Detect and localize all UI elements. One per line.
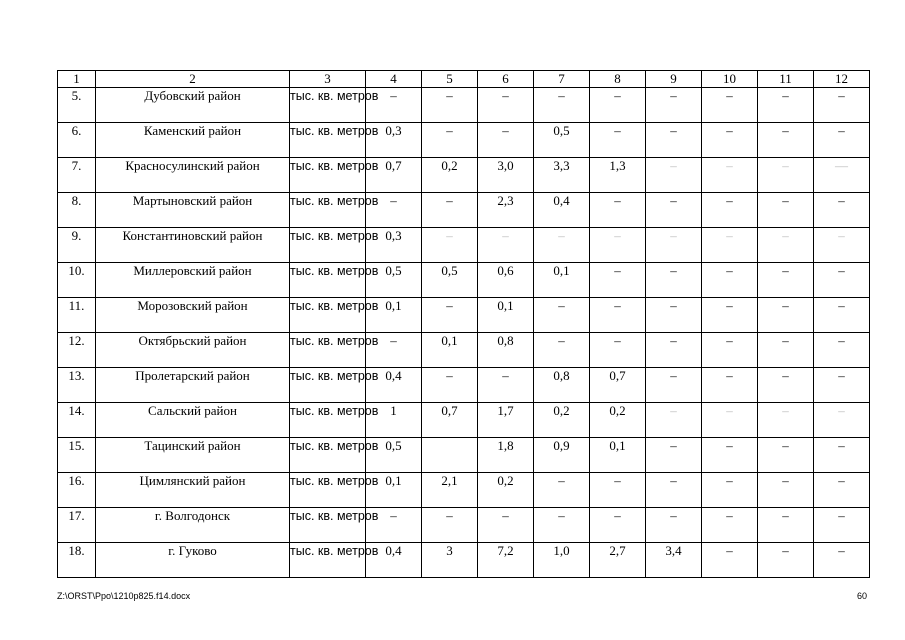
value-cell: –	[366, 193, 422, 228]
value-cell: –	[702, 473, 758, 508]
value-cell: –	[814, 193, 870, 228]
value-cell: 0,1	[478, 298, 534, 333]
column-header: 12	[814, 71, 870, 88]
value-cell: –	[702, 543, 758, 578]
value-cell: –	[702, 88, 758, 123]
value-cell: –	[478, 88, 534, 123]
value-cell: 0,1	[422, 333, 478, 368]
value-cell: 0,1	[534, 263, 590, 298]
value-cell: 0,1	[366, 473, 422, 508]
value-cell: –	[814, 228, 870, 263]
value-cell: –	[534, 473, 590, 508]
district-name: Морозовский район	[96, 298, 290, 333]
table-row	[58, 508, 870, 543]
value-cell: –	[758, 543, 814, 578]
value-cell: –	[534, 88, 590, 123]
row-number: 18.	[58, 543, 96, 578]
column-header: 9	[646, 71, 702, 88]
column-header: 7	[534, 71, 590, 88]
column-header: 8	[590, 71, 646, 88]
value-cell: 0,7	[422, 403, 478, 438]
page-number: 60	[856, 591, 867, 601]
value-cell: –	[814, 403, 870, 438]
value-cell: –	[758, 123, 814, 158]
district-name: Мартыновский район	[96, 193, 290, 228]
value-cell: –	[702, 298, 758, 333]
row-number: 14.	[58, 403, 96, 438]
value-cell: 0,4	[534, 193, 590, 228]
value-cell: –	[758, 508, 814, 543]
row-number: 17.	[58, 508, 96, 543]
value-cell: –	[422, 298, 478, 333]
value-cell: 0,3	[366, 228, 422, 263]
unit-cell: тыс. кв. метров	[290, 298, 366, 333]
value-cell: –	[646, 193, 702, 228]
value-cell: –	[646, 88, 702, 123]
value-cell: –	[814, 263, 870, 298]
district-name: Октябрьский район	[96, 333, 290, 368]
value-cell: –	[422, 368, 478, 403]
row-number: 11.	[58, 298, 96, 333]
value-cell: –	[702, 403, 758, 438]
data-table	[57, 70, 870, 578]
column-header: 1	[58, 71, 96, 88]
unit-cell: тыс. кв. метров	[290, 88, 366, 123]
value-cell: –	[702, 158, 758, 193]
value-cell: –	[758, 263, 814, 298]
district-name: Дубовский район	[96, 88, 290, 123]
value-cell: –	[814, 368, 870, 403]
file-path: Z:\ORST\Ppo\1210p825.f14.docx	[57, 591, 191, 601]
value-cell: 0,9	[534, 438, 590, 473]
table-row	[58, 158, 870, 193]
value-cell: –	[422, 508, 478, 543]
column-header: 10	[702, 71, 758, 88]
table-row	[58, 403, 870, 438]
value-cell: –	[590, 473, 646, 508]
value-cell: 0,1	[590, 438, 646, 473]
district-name: Тацинский район	[96, 438, 290, 473]
value-cell: 0,8	[534, 368, 590, 403]
value-cell: –	[702, 193, 758, 228]
unit-cell: тыс. кв. метров	[290, 228, 366, 263]
value-cell: –	[422, 88, 478, 123]
value-cell: –	[702, 508, 758, 543]
value-cell: 3,4	[646, 543, 702, 578]
value-cell: –	[646, 438, 702, 473]
value-cell: –	[702, 438, 758, 473]
value-cell: –	[422, 123, 478, 158]
value-cell: –	[758, 193, 814, 228]
value-cell: 3,3	[534, 158, 590, 193]
value-cell: –	[814, 298, 870, 333]
value-cell: –	[534, 508, 590, 543]
district-name: г. Гуково	[96, 543, 290, 578]
value-cell: 0,2	[478, 473, 534, 508]
row-number: 7.	[58, 158, 96, 193]
value-cell: –	[366, 88, 422, 123]
value-cell: –	[814, 508, 870, 543]
value-cell: –	[590, 298, 646, 333]
value-cell: –	[702, 368, 758, 403]
value-cell: 2,1	[422, 473, 478, 508]
value-cell: –	[422, 228, 478, 263]
row-number: 8.	[58, 193, 96, 228]
value-cell: 0,8	[478, 333, 534, 368]
value-cell: 1	[366, 403, 422, 438]
value-cell: –	[814, 123, 870, 158]
table-row	[58, 543, 870, 578]
district-name: Миллеровский район	[96, 263, 290, 298]
value-cell: –	[422, 193, 478, 228]
row-number: 15.	[58, 438, 96, 473]
value-cell: –	[702, 263, 758, 298]
value-cell: –	[758, 438, 814, 473]
value-cell: –	[814, 438, 870, 473]
value-cell: –	[702, 333, 758, 368]
district-name: г. Волгодонск	[96, 508, 290, 543]
value-cell: –	[758, 333, 814, 368]
row-number: 10.	[58, 263, 96, 298]
value-cell: –	[814, 88, 870, 123]
value-cell: –	[478, 123, 534, 158]
value-cell: 0,1	[366, 298, 422, 333]
value-cell: –	[814, 543, 870, 578]
value-cell: 0,4	[366, 543, 422, 578]
value-cell: —	[814, 158, 870, 193]
value-cell: –	[366, 508, 422, 543]
unit-cell: тыс. кв. метров	[290, 123, 366, 158]
value-cell: 0,3	[366, 123, 422, 158]
value-cell: 0,6	[478, 263, 534, 298]
value-cell: 7,2	[478, 543, 534, 578]
value-cell: –	[758, 473, 814, 508]
value-cell: –	[646, 228, 702, 263]
value-cell: 0,2	[422, 158, 478, 193]
column-header: 2	[96, 71, 290, 88]
value-cell: 0,7	[366, 158, 422, 193]
column-header: 11	[758, 71, 814, 88]
value-cell: –	[646, 368, 702, 403]
value-cell: 3	[422, 543, 478, 578]
value-cell: 0,2	[534, 403, 590, 438]
table-row	[58, 88, 870, 123]
table-row	[58, 333, 870, 368]
header-row	[58, 71, 870, 88]
column-header: 6	[478, 71, 534, 88]
value-cell: 0,5	[422, 263, 478, 298]
value-cell: –	[646, 508, 702, 543]
value-cell: –	[590, 228, 646, 263]
value-cell: –	[590, 88, 646, 123]
table-row	[58, 298, 870, 333]
value-cell: –	[590, 333, 646, 368]
value-cell: 0,2	[590, 403, 646, 438]
row-number: 5.	[58, 88, 96, 123]
table-row	[58, 193, 870, 228]
value-cell: –	[646, 473, 702, 508]
value-cell: –	[646, 403, 702, 438]
unit-cell: тыс. кв. метров	[290, 263, 366, 298]
value-cell	[422, 438, 478, 473]
value-cell: –	[478, 508, 534, 543]
unit-cell: тыс. кв. метров	[290, 333, 366, 368]
value-cell: 2,3	[478, 193, 534, 228]
unit-cell: тыс. кв. метров	[290, 543, 366, 578]
row-number: 9.	[58, 228, 96, 263]
district-name: Константиновский район	[96, 228, 290, 263]
value-cell: 0,5	[366, 263, 422, 298]
value-cell: –	[478, 228, 534, 263]
row-number: 12.	[58, 333, 96, 368]
row-number: 16.	[58, 473, 96, 508]
district-name: Красносулинский район	[96, 158, 290, 193]
row-number: 6.	[58, 123, 96, 158]
value-cell: –	[590, 508, 646, 543]
value-cell: 0,5	[534, 123, 590, 158]
table-row	[58, 263, 870, 298]
value-cell: –	[590, 263, 646, 298]
value-cell: 1,0	[534, 543, 590, 578]
value-cell: –	[646, 263, 702, 298]
value-cell: –	[534, 228, 590, 263]
value-cell: –	[758, 298, 814, 333]
value-cell: –	[534, 333, 590, 368]
table-row	[58, 228, 870, 263]
value-cell: –	[646, 333, 702, 368]
value-cell: –	[478, 368, 534, 403]
unit-cell: тыс. кв. метров	[290, 508, 366, 543]
table-row	[58, 438, 870, 473]
value-cell: 0,7	[590, 368, 646, 403]
column-header: 5	[422, 71, 478, 88]
value-cell: 1,8	[478, 438, 534, 473]
value-cell: –	[590, 193, 646, 228]
table-row	[58, 123, 870, 158]
value-cell: 1,7	[478, 403, 534, 438]
table-row	[58, 473, 870, 508]
value-cell: 1,3	[590, 158, 646, 193]
value-cell: 0,4	[366, 368, 422, 403]
row-number: 13.	[58, 368, 96, 403]
column-header: 3	[290, 71, 366, 88]
district-name: Сальский район	[96, 403, 290, 438]
unit-cell: тыс. кв. метров	[290, 193, 366, 228]
value-cell: –	[366, 333, 422, 368]
value-cell: –	[758, 158, 814, 193]
district-name: Каменский район	[96, 123, 290, 158]
value-cell: –	[758, 368, 814, 403]
district-name: Пролетарский район	[96, 368, 290, 403]
value-cell: 2,7	[590, 543, 646, 578]
unit-cell: тыс. кв. метров	[290, 403, 366, 438]
value-cell: –	[646, 298, 702, 333]
value-cell: –	[814, 473, 870, 508]
column-header: 4	[366, 71, 422, 88]
table-row	[58, 368, 870, 403]
value-cell: –	[758, 88, 814, 123]
value-cell: –	[534, 298, 590, 333]
value-cell: –	[702, 123, 758, 158]
value-cell: 0,5	[366, 438, 422, 473]
district-name: Цимлянский район	[96, 473, 290, 508]
value-cell: –	[646, 123, 702, 158]
unit-cell: тыс. кв. метров	[290, 158, 366, 193]
value-cell: –	[814, 333, 870, 368]
value-cell: –	[702, 228, 758, 263]
value-cell: –	[590, 123, 646, 158]
value-cell: –	[758, 403, 814, 438]
unit-cell: тыс. кв. метров	[290, 473, 366, 508]
unit-cell: тыс. кв. метров	[290, 438, 366, 473]
value-cell: 3,0	[478, 158, 534, 193]
value-cell: –	[758, 228, 814, 263]
unit-cell: тыс. кв. метров	[290, 368, 366, 403]
value-cell: –	[646, 158, 702, 193]
